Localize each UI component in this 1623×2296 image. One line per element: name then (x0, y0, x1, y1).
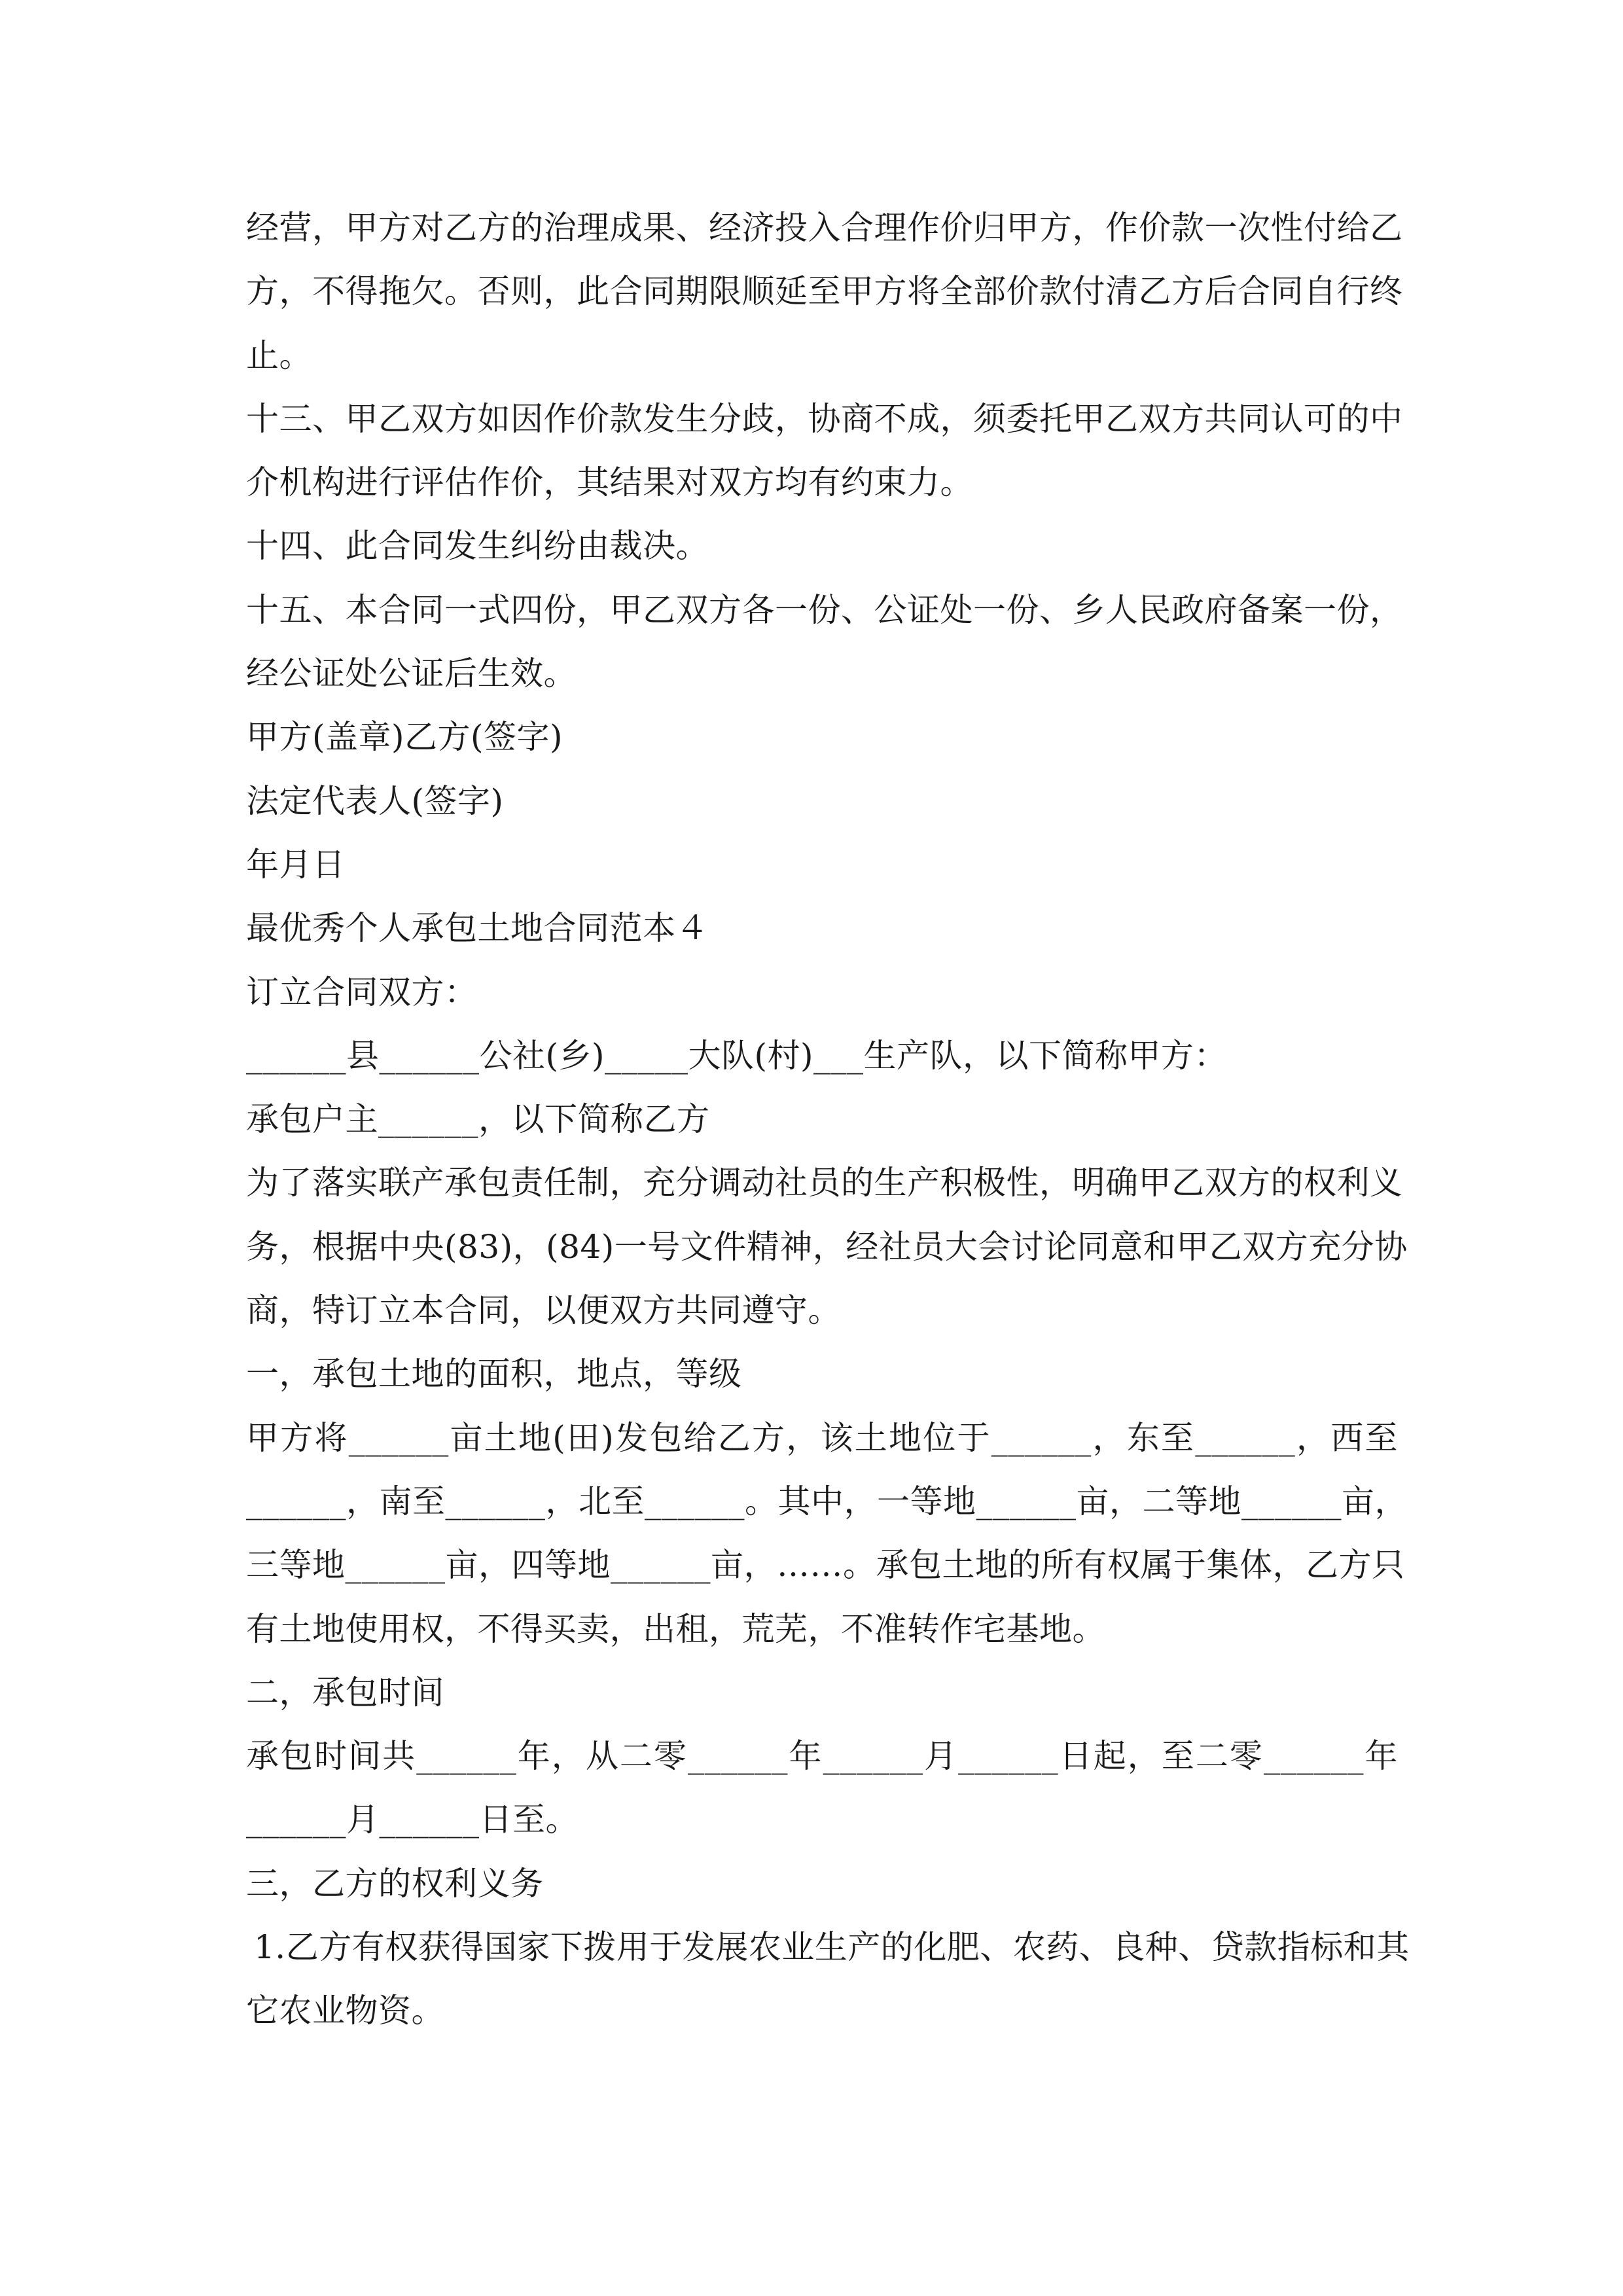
list-item: 1.乙方有权获得国家下拨用于发展农业生产的化肥、农药、良种、贷款指标和其 (254, 1928, 1410, 1967)
party-b-line: 承包户主______，以下简称乙方 (246, 1100, 710, 1139)
document-body (246, 196, 1410, 2043)
paragraph-line: ______，南至______，北至______。其中，一等地______亩，二等地______亩， (246, 1482, 1408, 1520)
section-title: 最优秀个人承包土地合同范本４ (246, 909, 709, 948)
section-heading-2: 二，承包时间 (246, 1673, 444, 1712)
paragraph-line: 它农业物资。 (246, 1992, 444, 2030)
paragraph-line: 三等地______亩，四等地______亩，……。承包土地的所有权属于集体，乙方只 (246, 1546, 1405, 1585)
legal-rep-line: 法定代表人(签字) (246, 781, 504, 820)
clause-14: 十四、此合同发生纠纷由裁决。 (246, 527, 709, 565)
clause-13: 十三、甲乙双方如因作价款发生分歧，协商不成，须委托甲乙双方共同认可的中 (246, 399, 1403, 438)
paragraph-line: 甲方将______亩土地(田)发包给乙方，该土地位于______，东至______，西至 (246, 1418, 1398, 1457)
paragraph-line: ______月______日至。 (246, 1801, 579, 1839)
paragraph-line: 务，根据中央(83)，(84)一号文件精神，经社员大会讨论同意和甲乙双方充分协 (246, 1227, 1408, 1266)
party-a-line: ______县______公社(乡)_____大队(村)___生产队，以下简称甲方： (246, 1036, 1228, 1075)
section-heading-1: 一，承包土地的面积，地点，等级 (246, 1355, 742, 1393)
paragraph-line: 经营，甲方对乙方的治理成果、经济投入合理作价归甲方，作价款一次性付给乙 (246, 209, 1403, 247)
date-line: 年月日 (246, 845, 346, 884)
paragraph-line: 方，不得拖欠。否则，此合同期限顺延至甲方将全部价款付清乙方后合同自行终 (246, 272, 1403, 311)
paragraph-line: 止。 (246, 336, 312, 374)
paragraph-line: 介机构进行评估作价，其结果对双方均有约束力。 (246, 463, 973, 502)
section-heading-3: 三，乙方的权利义务 (246, 1864, 544, 1903)
paragraph-line: 经公证处公证后生效。 (246, 655, 577, 693)
paragraph-line: 有土地使用权，不得买卖，出租，荒芜，不准转作宅基地。 (246, 1609, 1105, 1648)
signature-party-line: 甲方(盖章)乙方(签字) (246, 718, 563, 757)
parties-heading: 订立合同双方： (246, 973, 478, 1011)
paragraph-line: 承包时间共______年，从二零______年______月______日起，至二零______年 (246, 1737, 1398, 1776)
paragraph-line: 商，特订立本合同，以便双方共同遵守。 (246, 1291, 841, 1330)
clause-15: 十五、本合同一式四份，甲乙双方各一份、公证处一份、乡人民政府备案一份， (246, 590, 1403, 629)
paragraph-line: 为了落实联产承包责任制，充分调动社员的生产积极性，明确甲乙双方的权利义 (246, 1164, 1403, 1202)
